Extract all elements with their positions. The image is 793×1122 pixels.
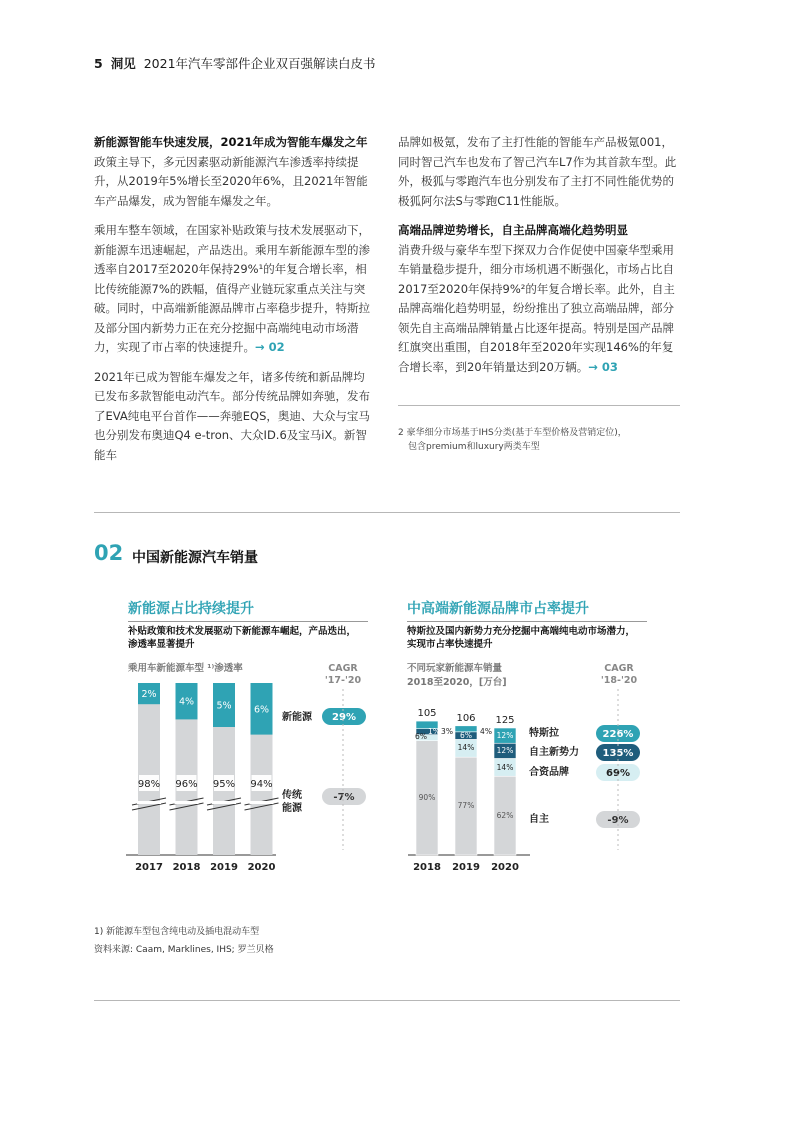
chart2-label-own: 62% [496,811,514,820]
chart1-cagr-trad-value: -7% [333,792,355,803]
paragraph: 乘用车整车领域，在国家补贴政策与技术发展驱动下，新能源车迅速崛起，产品迭出。乘用车新能源车型的渗透率自2017至2020年保持29%¹的年复合增长率，相比传统能源7%的跌幅，值得产业链玩家重点关注与突破。同时，中高端新能源品牌市占率稳步提升，特斯拉及部分国内新势力正在充分挖掘中高端纯电动市场潜力，实现了市占率的快速提升。→ 02 [94,223,370,354]
chart2-total-label: 105 [417,708,437,720]
chart1-title: 新能源占比持续提升 [128,601,254,617]
chart2-x-tick: 2019 [452,862,480,873]
chart1-trad-label: 95% [212,779,236,790]
divider [94,1000,680,1001]
note-1: 1) 新能源车型包含纯电动及插电混动车型 [94,927,260,937]
chart1-nev-label: 6% [253,704,270,716]
chart1-legend-nev: 新能源 [282,712,312,723]
heading-premium: 高端品牌逆势增长，自主品牌高端化趋势明显 [398,223,628,237]
chart1-legend-trad: 能源 [282,803,302,814]
chart2-label-newforce: 6% [460,731,472,740]
chart1-break-gap [175,801,199,804]
chart2-total-label: 106 [456,712,476,724]
chart2-cagr-value: 69% [606,768,630,779]
section-title: 中国新能源汽车销量 [132,550,258,566]
footnote: 2 豪华细分市场基于IHS分类(基于车型价格及营销定位)， 包含premium和luxury两类车型 [398,428,627,452]
paragraph: 品牌如极氪，发布了主打性能的智能车产品极氪001，同时智己汽车也发布了智己汽车L7作为其首款车型。此外，极狐与零跑汽车也分别发布了主打不同性能优势的极狐阿尔法S与零跑C11性能版。 [398,135,677,208]
chart2-x-tick: 2020 [491,862,519,873]
chart1-cagr-label: CAGR '17-'20 [324,663,362,686]
chart2-subtitle: 特斯拉及国内新势力充分挖掘中高端纯电动市场潜力， 实现市占率快速提升 [407,626,636,650]
chart2-label-newforce: 1% [428,727,440,736]
chart2-legend-label: 自主新势力 [529,747,579,758]
chart1-x-tick: 2018 [172,862,201,873]
page-number: 5 [94,56,103,71]
chart2-caption: 不同玩家新能源车销量 2018至2020，[万台] [407,663,507,688]
ref-link-03[interactable]: → 03 [588,359,618,374]
paragraph: 政策主导下，多元因素驱动新能源汽车渗透率持续提升，从2019年5%增长至2020年6%，且2021年智能车产品爆发，成为智能车爆发之年。 [94,154,368,208]
chart2-x-tick: 2018 [413,862,441,873]
chart2-legend-label: 自主 [529,814,549,825]
source-note: 资料来源: Caam, Marklines, IHS; 罗兰贝格 [94,945,274,955]
chart2-legend-label: 特斯拉 [529,728,559,739]
chart2-label-own: 77% [457,801,475,810]
chart1-break-gap [137,801,161,804]
chart1-caption: 乘用车新能源车型 ¹⁾渗透率 [128,663,243,674]
chart2-label-tesla: 4% [480,727,492,736]
chart1-trad-label: 98% [137,779,161,790]
chart1-subtitle: 补贴政策和技术发展驱动下新能源车崛起，产品迭出， 渗透率显著提升 [128,626,357,650]
chart2-label-tesla: 12% [496,731,514,740]
chart2-label-own: 90% [418,793,436,802]
chart1-break-gap [212,801,236,804]
chart2-title: 中高端新能源品牌市占率提升 [407,601,589,617]
chart1-trad-label: 96% [175,779,198,790]
chart1-legend-trad: 传统 [282,790,302,801]
chart1-trad-label: 94% [250,779,273,790]
chart2-cagr-value: 226% [602,729,634,740]
header-section: 洞见 [110,56,136,71]
section-number: 02 [94,541,124,565]
chart2-label-jv: 14% [496,763,514,772]
paragraph: 消费升级与豪华车型下探双力合作促使中国豪华型乘用车销量稳步提升，细分市场机遇不断强化，市场占比自2017至2020年保持9%²的年复合增长率。此外，自主品牌高端化趋势明显，纷纷推出了独立高端品牌，部分领先自主高端品牌销量占比逐年提高。特别是国产品牌红旗突出重围，自2018年至2020年实现146%的年复合增长率，到20年销量达到20万辆。→ 03 [398,242,675,374]
chart1-nev-label: 5% [216,700,232,712]
chart1-nev-label: 4% [178,696,195,708]
chart2-label-tesla: 6% [415,732,427,741]
chart2-label-jv: 3% [441,727,453,736]
header-title: 2021年汽车零部件企业双百强解读白皮书 [143,56,376,71]
chart1-nev-label: 2% [141,689,157,701]
chart2-label-newforce: 12% [496,746,514,755]
heading-nev-smart: 新能源智能车快速发展，2021年成为智能车爆发之年 [94,135,368,149]
chart1-bar-traditional [138,683,160,855]
chart1-cagr-nev-value: 29% [332,712,356,723]
paragraph: 2021年已成为智能车爆发之年，诸多传统和新品牌均已发布多款智能电动汽车。部分传统品牌如奔驰，发布了EVA纯电平台首作——奔驰EQS，奥迪、大众与宝马也分别发布奥迪Q4 e-tron、大众ID.6及宝马iX。新智能车 [94,369,370,462]
chart2-cagr-label: CAGR '18-'20 [600,663,638,686]
chart2-cagr-value: 135% [602,748,634,759]
chart2-label-jv: 14% [457,743,475,752]
chart1-x-tick: 2017 [135,862,163,873]
chart1-x-tick: 2020 [247,862,276,873]
chart2-total-label: 125 [495,715,515,726]
chart1-break-gap [250,801,274,804]
chart1-x-tick: 2019 [210,862,238,873]
ref-link-02[interactable]: → 02 [255,340,285,354]
chart2-legend-label: 合资品牌 [529,767,569,778]
chart2-cagr-value: -9% [607,815,629,826]
